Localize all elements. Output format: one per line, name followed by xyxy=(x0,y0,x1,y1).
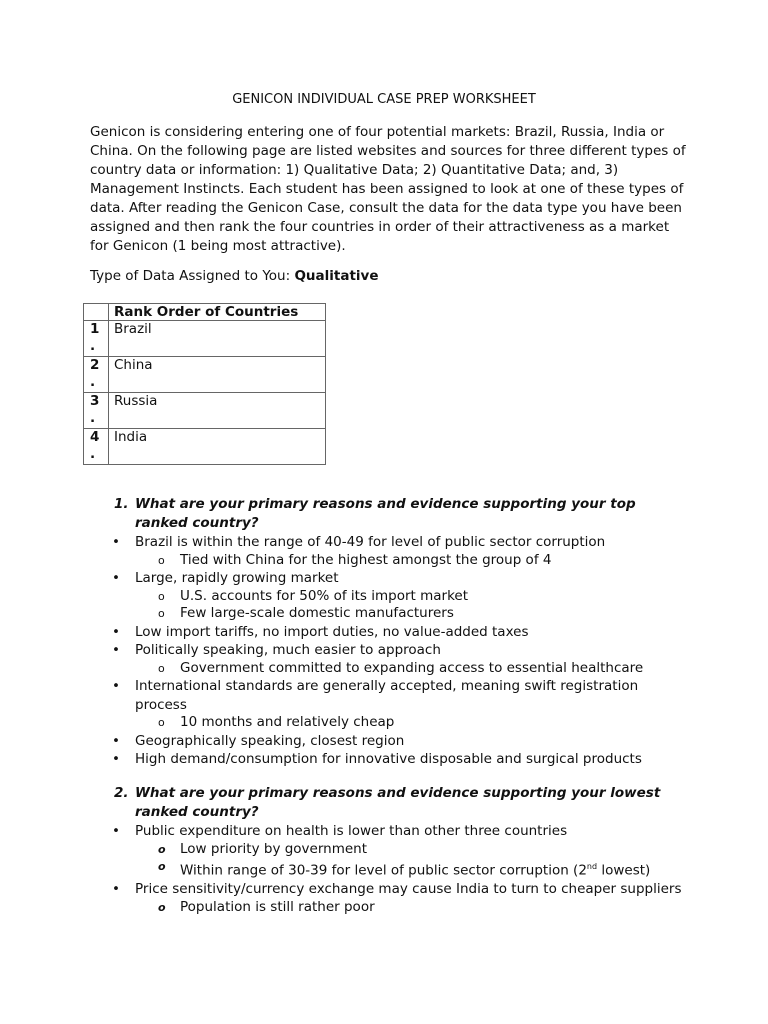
list-item xyxy=(90,732,690,751)
rank-table-header-row xyxy=(84,304,326,321)
bullet-icon: • xyxy=(112,881,120,897)
sub-bullets xyxy=(135,714,690,732)
list-item xyxy=(90,880,690,916)
question-2-text: What are your primary reasons and evidence supporting your lowest ranked country? xyxy=(135,785,661,820)
sub-bullet-text: Low priority by government xyxy=(180,840,368,857)
sub-bullets xyxy=(135,841,690,881)
intro-paragraph: Genicon is considering entering one of four potential markets: Brazil, Russia, India or China. On the following page are listed websites and sources for three different types of country data or information: 1) Qualitative Data; 2) Quantitative Data; and, 3) Management Instincts. Each student has been assigned to look at one of these types of data. After reading the Genicon Case, consult the data for the data type you have been assigned and then rank the four countries in order of their attractiveness as a market for Genicon (1 being most attractive). xyxy=(90,124,686,254)
sub-bullet-text: Tied with China for the highest amongst the group of 4 xyxy=(180,551,552,568)
rank-number: 2 xyxy=(90,357,100,373)
rank-country: Russia xyxy=(109,393,326,429)
sub-list-item xyxy=(90,588,690,606)
rank-country: Brazil xyxy=(109,321,326,357)
rank-country: China xyxy=(109,357,326,393)
circle-bullet-icon: o xyxy=(158,716,165,729)
assigned-value: Qualitative xyxy=(294,268,379,284)
bullet-text: Brazil is within the range of 40-49 for level of public sector corruption xyxy=(135,534,606,550)
question-2 xyxy=(90,784,690,822)
question-1 xyxy=(90,495,690,533)
rank-row xyxy=(84,393,326,429)
rank-header-empty-cell xyxy=(84,304,109,321)
rank-row xyxy=(84,357,326,393)
list-item xyxy=(90,623,690,642)
question-1-bullets xyxy=(90,533,690,769)
rank-number-dot: . xyxy=(90,410,96,426)
rank-number-dot: . xyxy=(90,446,96,462)
sub-list-item xyxy=(90,660,690,678)
bullet-text: International standards are generally accepted, meaning swift registration process xyxy=(135,678,639,713)
rank-number-cell xyxy=(84,321,109,357)
bullet-icon: • xyxy=(112,823,120,839)
bullet-icon: • xyxy=(112,751,120,767)
question-2-bullets xyxy=(90,822,690,916)
rank-number: 3 xyxy=(90,393,100,409)
circle-bullet-icon: o xyxy=(158,900,166,914)
rank-number-cell xyxy=(84,393,109,429)
bullet-icon: • xyxy=(112,534,120,550)
sub-bullet-text: U.S. accounts for 50% of its import market xyxy=(180,587,469,604)
list-item xyxy=(90,533,690,569)
bullet-text: Large, rapidly growing market xyxy=(135,570,339,586)
list-item xyxy=(90,750,690,769)
circle-bullet-icon: o xyxy=(158,842,166,856)
sub-list-item xyxy=(90,605,690,623)
rank-table xyxy=(83,303,326,465)
bullet-text: Politically speaking, much easier to approach xyxy=(135,642,441,658)
sub-bullet-text: Within range of 30-39 for level of public sector corruption (2 xyxy=(180,862,587,879)
bullet-text: High demand/consumption for innovative disposable and surgical products xyxy=(135,751,642,767)
bullet-text: Geographically speaking, closest region xyxy=(135,732,405,749)
rank-row xyxy=(84,429,326,465)
sub-list-item xyxy=(90,552,690,570)
question-1-number: 1. xyxy=(114,496,129,512)
assigned-data-type xyxy=(90,268,379,284)
bullet-icon: • xyxy=(112,623,120,640)
bullet-icon: • xyxy=(112,642,120,658)
sub-bullet-text-end: lowest) xyxy=(597,862,651,879)
question-2-block xyxy=(90,784,690,916)
bullet-icon: • xyxy=(112,570,120,586)
list-item xyxy=(90,822,690,880)
sub-bullet-text: Few large-scale domestic manufacturers xyxy=(180,605,454,621)
sub-list-item xyxy=(90,841,690,859)
rank-number-dot: . xyxy=(90,338,96,354)
bullet-text: Public expenditure on health is lower than other three countries xyxy=(135,823,568,839)
page-title: GENICON INDIVIDUAL CASE PREP WORKSHEET xyxy=(232,92,536,107)
circle-bullet-icon: o xyxy=(158,661,165,675)
sub-bullets xyxy=(135,588,690,623)
sub-list-item xyxy=(90,858,690,880)
list-item xyxy=(90,677,690,732)
circle-bullet-icon: o xyxy=(158,607,165,620)
circle-bullet-icon: o xyxy=(158,553,165,567)
bullet-icon: • xyxy=(112,732,120,749)
list-item xyxy=(90,641,690,677)
sub-bullet-text: 10 months and relatively cheap xyxy=(180,714,395,730)
question-2-number: 2. xyxy=(114,785,129,801)
rank-row xyxy=(84,321,326,357)
bullet-text: Low import tariffs, no import duties, no value-added taxes xyxy=(135,623,529,640)
circle-bullet-icon: o xyxy=(158,589,165,603)
rank-number-cell xyxy=(84,357,109,393)
question-1-block xyxy=(90,495,690,769)
sub-bullets xyxy=(135,660,690,678)
rank-country: India xyxy=(109,429,326,465)
bullet-icon: • xyxy=(112,678,120,694)
sub-list-item xyxy=(90,899,690,917)
sub-bullet-text: Population is still rather poor xyxy=(180,898,375,915)
sub-bullets xyxy=(135,899,690,917)
rank-number-cell xyxy=(84,429,109,465)
rank-number: 1 xyxy=(90,321,100,337)
sub-bullet-text: Government committed to expanding access to essential healthcare xyxy=(180,659,644,676)
sub-list-item xyxy=(90,714,690,732)
rank-number: 4 xyxy=(90,429,100,445)
rank-table-header: Rank Order of Countries xyxy=(109,304,326,321)
rank-number-dot: . xyxy=(90,374,96,390)
circle-bullet-icon: o xyxy=(158,860,166,873)
bullet-text: Price sensitivity/currency exchange may cause India to turn to cheaper suppliers xyxy=(135,881,682,897)
question-1-text: What are your primary reasons and evidence supporting your top ranked country? xyxy=(135,496,636,531)
list-item xyxy=(90,569,690,623)
superscript: nd xyxy=(586,862,598,871)
assigned-label: Type of Data Assigned to You: xyxy=(90,268,295,284)
sub-bullets xyxy=(135,552,690,570)
